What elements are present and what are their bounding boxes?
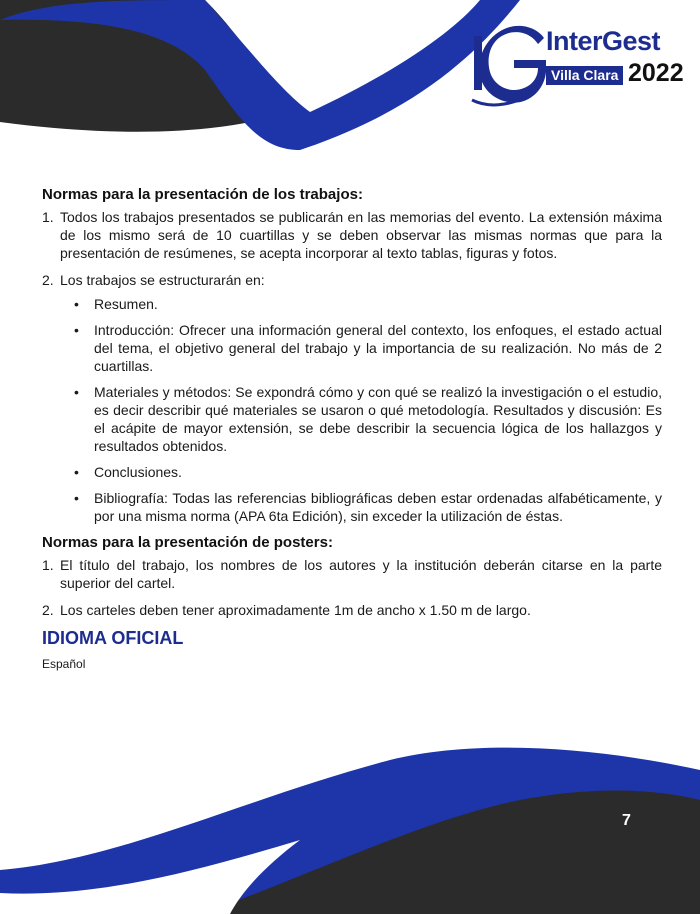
- posters-list: [42, 556, 662, 619]
- language-value: Español: [42, 657, 86, 671]
- logo-brand: InterGest: [546, 26, 661, 56]
- list-number: 2.: [42, 272, 54, 288]
- logo-subtitle: Villa Clara: [546, 66, 623, 85]
- ig-logo-icon: [468, 22, 546, 108]
- list-item-text: Todos los trabajos presentados se publicarán en las memorias del evento. La extensión máxima de los mismo será de 10 cuartillas y se deben observar las mismas normas que para la presentación de resúmenes, se acepta incorporar al texto tablas, figuras y fotos.: [60, 209, 662, 261]
- list-item-text: El título del trabajo, los nombres de los autores y la institución deberán citarse en la parte superior del cartel.: [60, 557, 662, 591]
- document-body: [42, 186, 662, 673]
- structure-bullets: [60, 295, 662, 525]
- list-number: 2.: [42, 602, 54, 618]
- list-number: 1.: [42, 557, 54, 573]
- language-title: IDIOMA OFICIAL: [42, 628, 184, 648]
- list-number: 1.: [42, 209, 54, 225]
- list-item-text: Los carteles deben tener aproximadamente 1m de ancho x 1.50 m de largo.: [60, 602, 531, 618]
- list-item: [42, 556, 662, 592]
- page-number: 7: [622, 812, 631, 829]
- list-item: [42, 271, 662, 525]
- works-heading: Normas para la presentación de los trabajos:: [42, 186, 363, 203]
- bullet-item: • Conclusiones.: [60, 463, 662, 481]
- bullet-item: • Materiales y métodos: Se expondrá cómo y con qué se realizó la investigación o el estudio, es decir describir qué materiales se usaron o qué metodología. Resultados y discusión: Es el acápite de mayor extensión, se debe describir la secuencia lógica de los hallazgos y resultados obtenidos.: [60, 383, 662, 455]
- posters-heading: Normas para la presentación de posters:: [42, 534, 333, 551]
- bullet-item: • Bibliografía: Todas las referencias bibliográficas deben estar ordenadas alfabéticamente, y por una misma norma (APA 6ta Edición), sin exceder la utilización de éstas.: [60, 489, 662, 525]
- list-item: [42, 208, 662, 262]
- list-item-text: Los trabajos se estructurarán en:: [60, 272, 265, 288]
- bullet-item: • Resumen.: [60, 295, 662, 313]
- works-list: [42, 208, 662, 525]
- intergest-logo: [468, 22, 688, 108]
- list-item: [42, 601, 662, 619]
- logo-year: 2022: [628, 59, 684, 87]
- bullet-item: • Introducción: Ofrecer una información general del contexto, los enfoques, el estado actual del tema, el objetivo general del trabajo y la importancia de su realización. No más de 2 cuartillas.: [60, 321, 662, 375]
